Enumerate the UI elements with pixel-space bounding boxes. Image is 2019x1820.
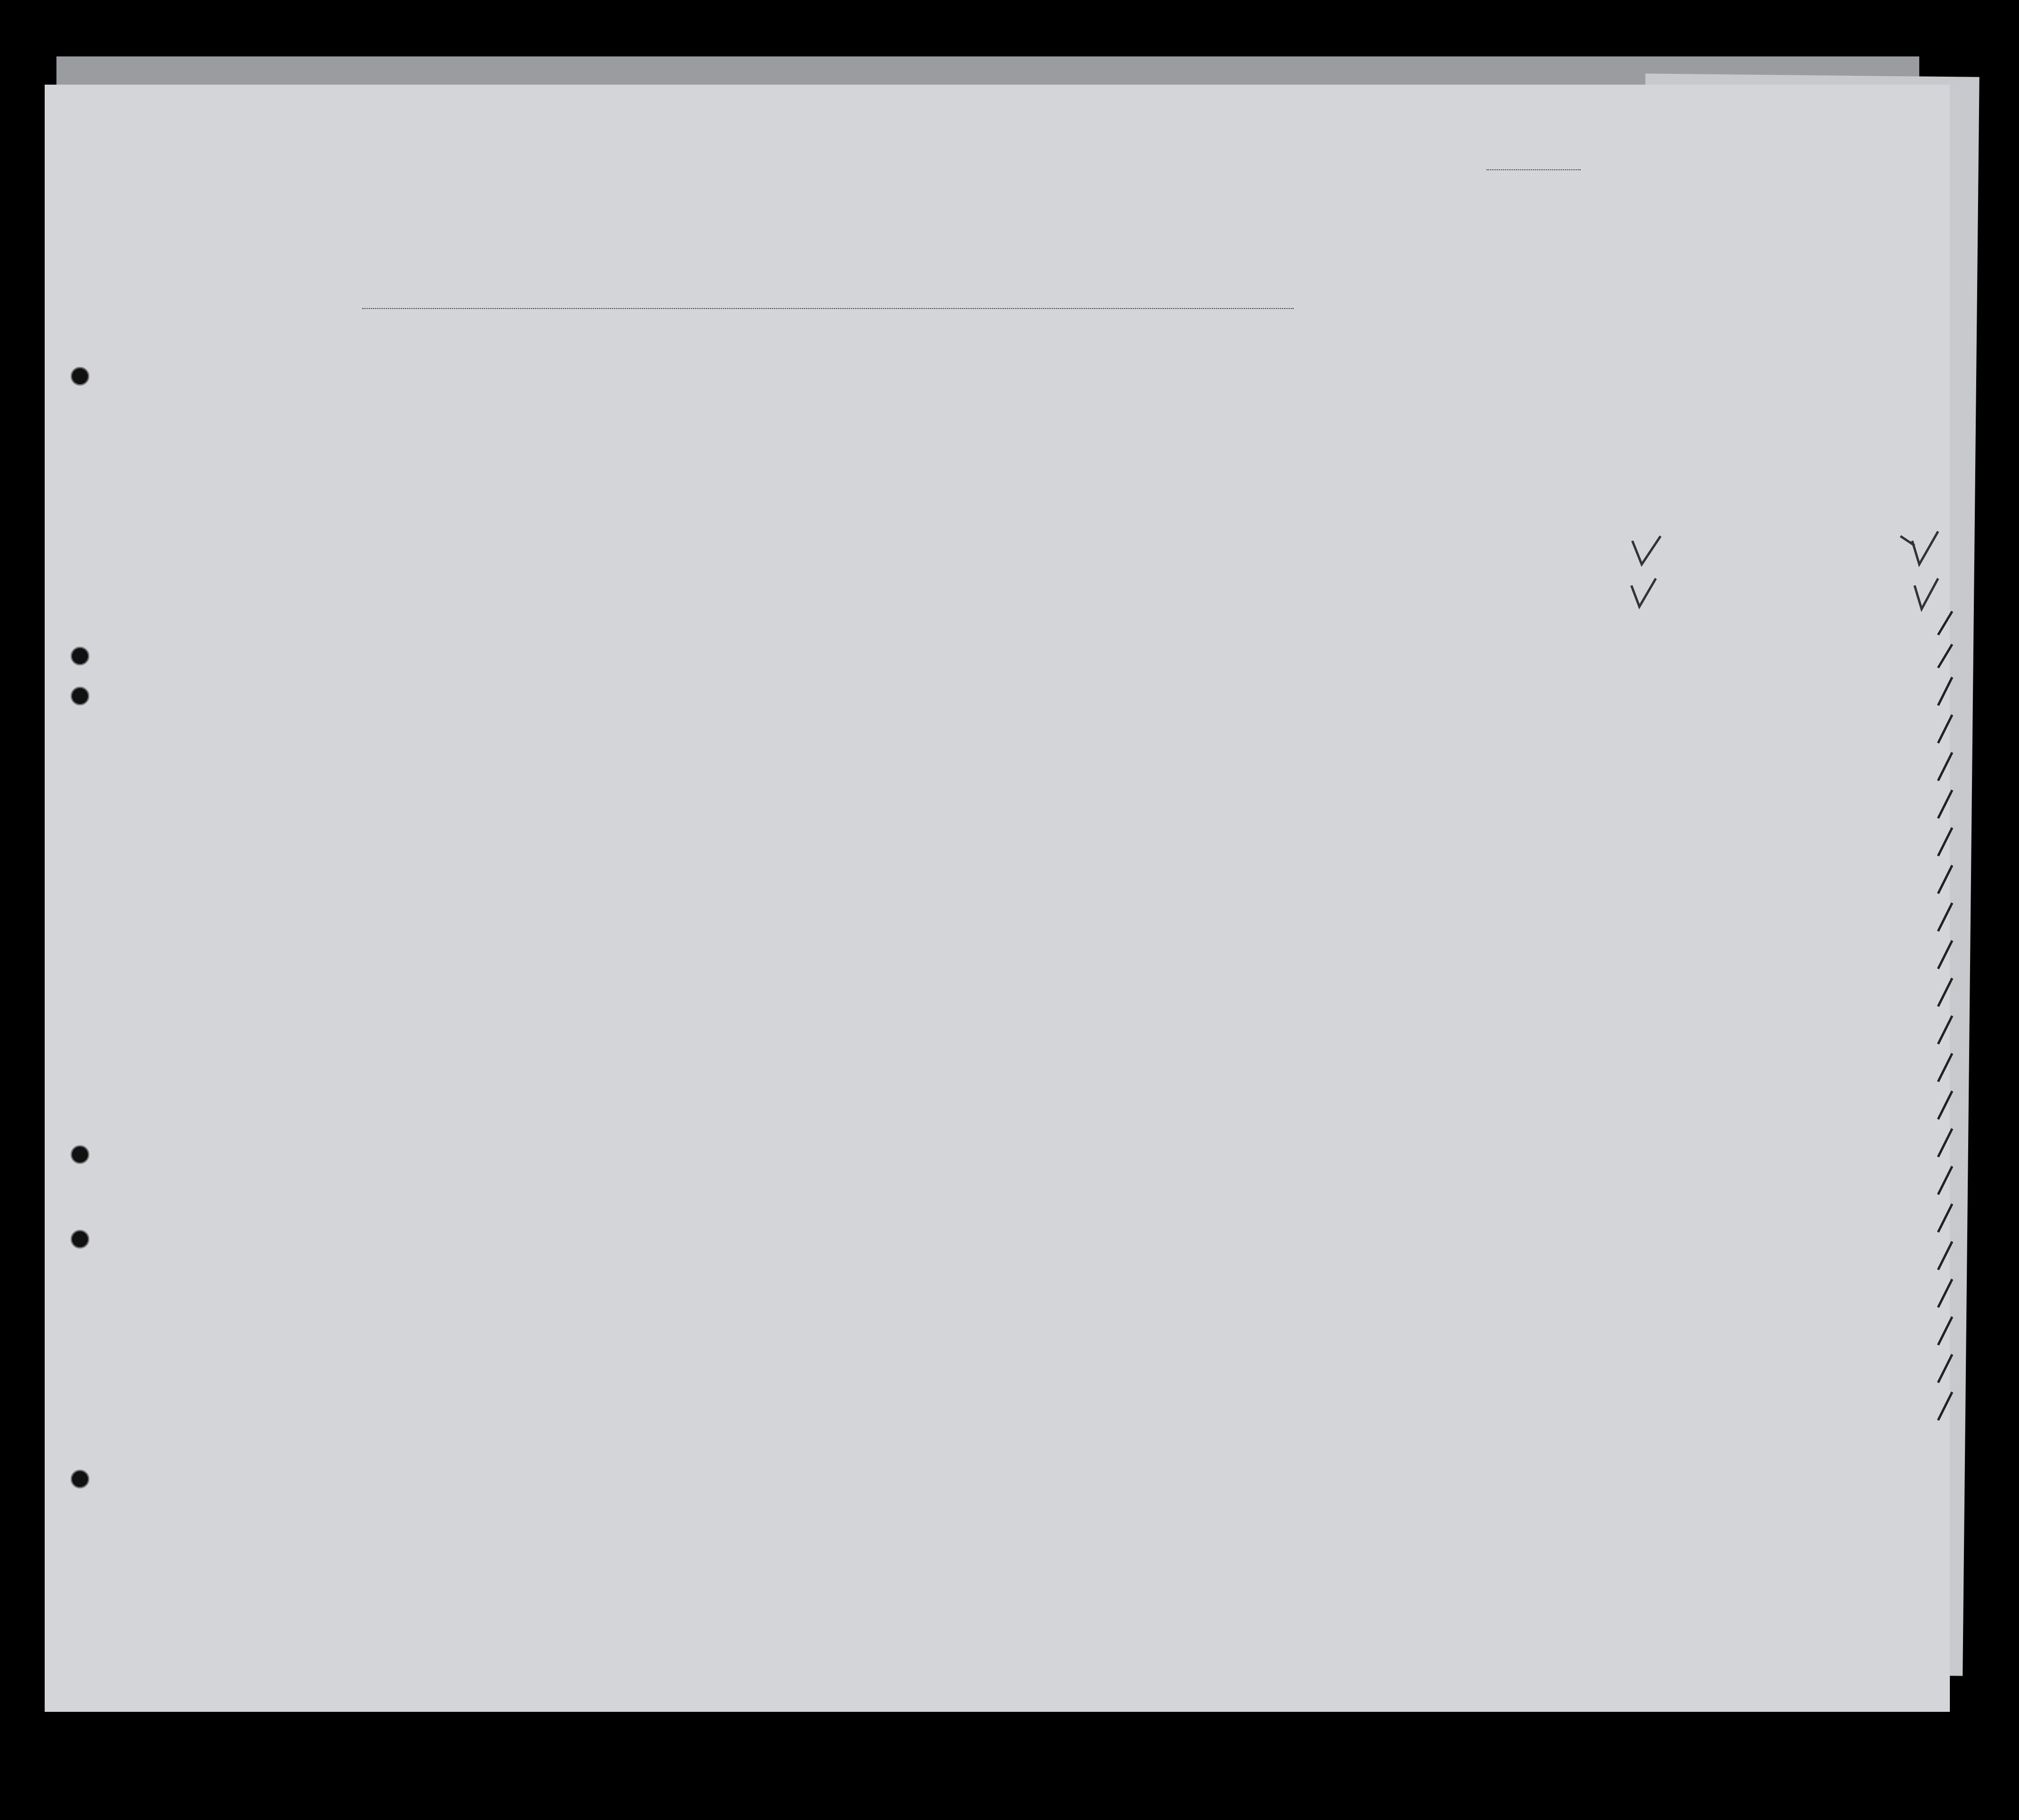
binder-hole: [71, 647, 89, 665]
binder-hole: [71, 1230, 89, 1249]
binder-hole: [71, 1145, 89, 1164]
binder-hole: [71, 367, 89, 386]
binder-hole: [71, 687, 89, 705]
binder-hole: [71, 1470, 89, 1488]
